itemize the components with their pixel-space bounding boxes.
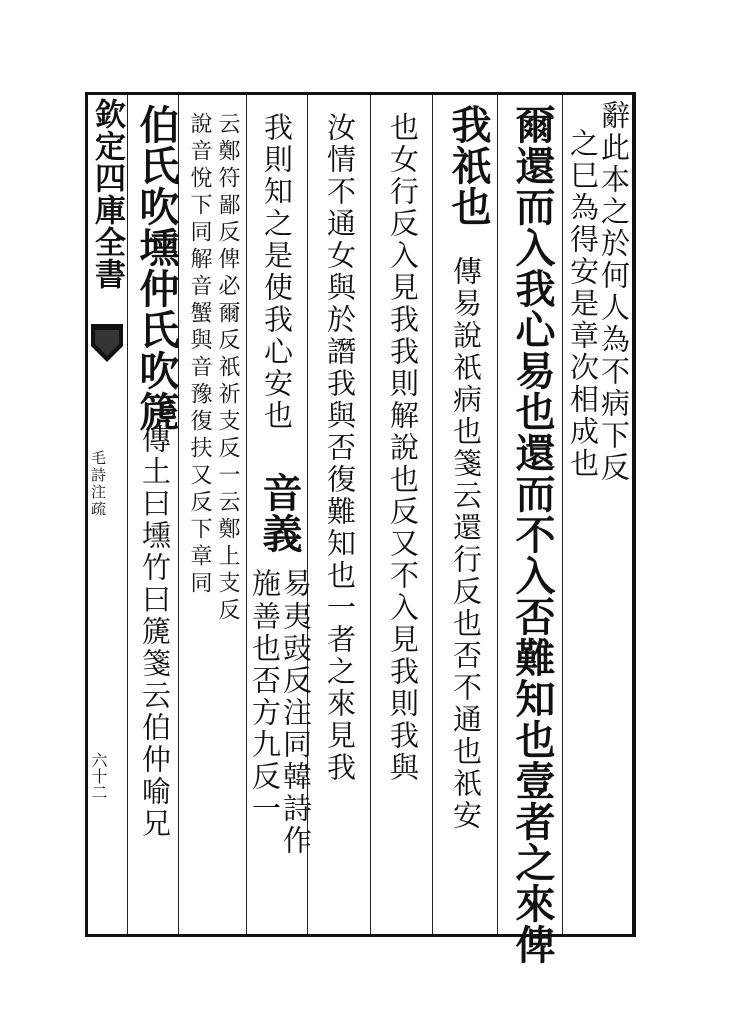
text-column-6a: 我則知之是使我心安也 <box>260 112 294 432</box>
text-column-4: 也女行反入見我我則解說也反又不入見我則我與 <box>386 112 420 784</box>
text-column-3b: 傳易說祇病也箋云還行反也否不通也祇安 <box>449 256 483 832</box>
text-column-2: 爾還而入我心易也還而不入否難知也壹者之來俾 <box>509 104 556 965</box>
text-column-6e1: 夷豉反注同韓詩作 <box>279 601 313 857</box>
column-rule <box>246 95 247 934</box>
fishtail-mark-icon <box>89 322 125 366</box>
text-column-1a: 辭此本之於何人為不病下反 <box>597 100 631 484</box>
text-column-3a: 我祇也 <box>445 104 492 227</box>
frame-right-border <box>632 92 636 937</box>
text-column-7a: 云鄭符鄙反俾必爾反祇祈支反一云鄭上支反 <box>215 112 240 625</box>
column-rule <box>562 95 563 934</box>
text-column-8a: 伯氏吹壎仲氏吹篪 <box>133 104 180 432</box>
spine-title: 欽定四庫全書 <box>89 98 125 290</box>
text-column-6e2: 善也否方九反一 <box>248 601 282 825</box>
column-rule <box>370 95 371 934</box>
column-rule <box>497 95 498 934</box>
text-column-7b: 說音悅下同解音蟹與音豫復扶又反下章同 <box>187 112 212 598</box>
column-rule <box>432 95 433 934</box>
frame-top-border <box>85 92 636 95</box>
text-column-6c: 易 <box>279 568 313 600</box>
spine-divider <box>127 95 128 934</box>
text-column-6b: 音義 <box>256 472 303 554</box>
spine-book-name: 毛詩注疏 <box>89 450 107 518</box>
text-column-6d: 施 <box>248 568 282 600</box>
text-column-8b: 傳土曰壎竹曰篪箋云伯仲喻兄 <box>138 424 172 840</box>
text-column-1b: 之巳為得安是章次相成也 <box>566 128 600 480</box>
text-column-5: 汝情不通女與於譖我與否復難知也一者之來見我 <box>323 112 357 784</box>
spine-page-number: 六十二 <box>89 752 108 800</box>
